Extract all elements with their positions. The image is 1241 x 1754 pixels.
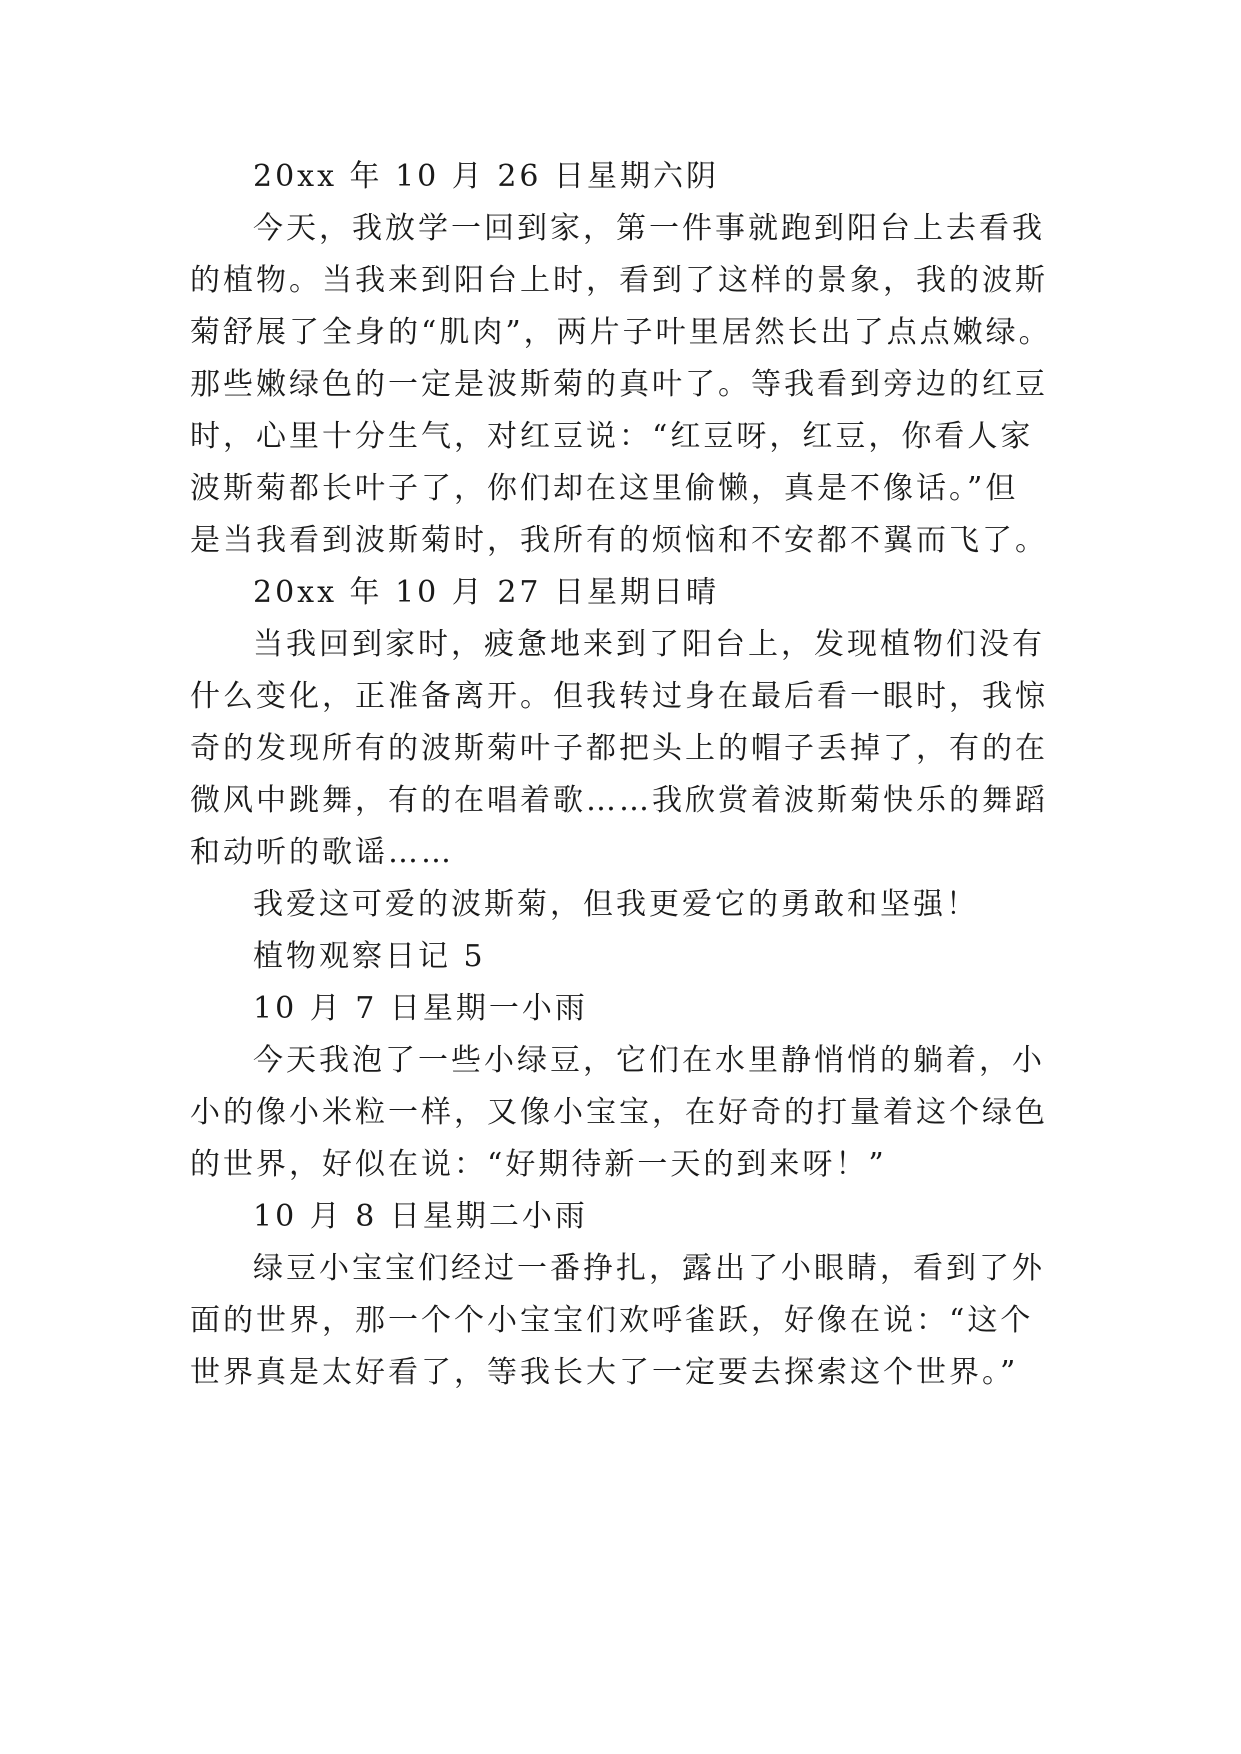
paragraph-line: 今天，我放学一回到家，第一件事就跑到阳台上去看我 [253, 211, 1045, 246]
diary-date-heading: 20xx 年 10 月 27 日星期日晴 [253, 575, 720, 610]
paragraph-line: 绿豆小宝宝们经过一番挣扎，露出了小眼睛，看到了外 [253, 1251, 1045, 1286]
paragraph-line: 什么变化，正准备离开。但我转过身在最后看一眼时，我惊 [190, 679, 1048, 714]
paragraph-line: 时，心里十分生气，对红豆说：“红豆呀，红豆，你看人家 [190, 419, 1034, 454]
paragraph-line: 的世界，好似在说：“好期待新一天的到来呀！” [190, 1147, 887, 1182]
diary-date-heading: 10 月 8 日星期二小雨 [253, 1199, 588, 1234]
paragraph-line: 和动听的歌谣…… [190, 835, 454, 870]
paragraph-line: 面的世界，那一个个小宝宝们欢呼雀跃，好像在说：“这个 [190, 1303, 1034, 1338]
paragraph-line: 的植物。当我来到阳台上时，看到了这样的景象，我的波斯 [190, 263, 1048, 298]
paragraph-line: 小的像小米粒一样，又像小宝宝，在好奇的打量着这个绿色 [190, 1095, 1048, 1130]
paragraph-line: 今天我泡了一些小绿豆，它们在水里静悄悄的躺着，小 [253, 1043, 1045, 1078]
paragraph-line: 奇的发现所有的波斯菊叶子都把头上的帽子丢掉了，有的在 [190, 731, 1048, 766]
paragraph-line: 我爱这可爱的波斯菊，但我更爱它的勇敢和坚强！ [253, 887, 979, 922]
paragraph-line: 微风中跳舞，有的在唱着歌……我欣赏着波斯菊快乐的舞蹈 [190, 783, 1048, 818]
diary-date-heading: 10 月 7 日星期一小雨 [253, 991, 588, 1026]
section-title: 植物观察日记 5 [253, 939, 486, 974]
paragraph-line: 那些嫩绿色的一定是波斯菊的真叶了。等我看到旁边的红豆 [190, 367, 1048, 402]
paragraph-line: 波斯菊都长叶子了，你们却在这里偷懒，真是不像话。”但 [190, 471, 1019, 506]
paragraph-line: 是当我看到波斯菊时，我所有的烦恼和不安都不翼而飞了。 [190, 523, 1048, 558]
diary-date-heading: 20xx 年 10 月 26 日星期六阴 [253, 159, 720, 194]
paragraph-line: 世界真是太好看了，等我长大了一定要去探索这个世界。” [190, 1355, 1019, 1390]
paragraph-line: 菊舒展了全身的“肌肉”，两片子叶里居然长出了点点嫩绿。 [190, 315, 1052, 350]
paragraph-line: 当我回到家时，疲惫地来到了阳台上，发现植物们没有 [253, 627, 1045, 662]
